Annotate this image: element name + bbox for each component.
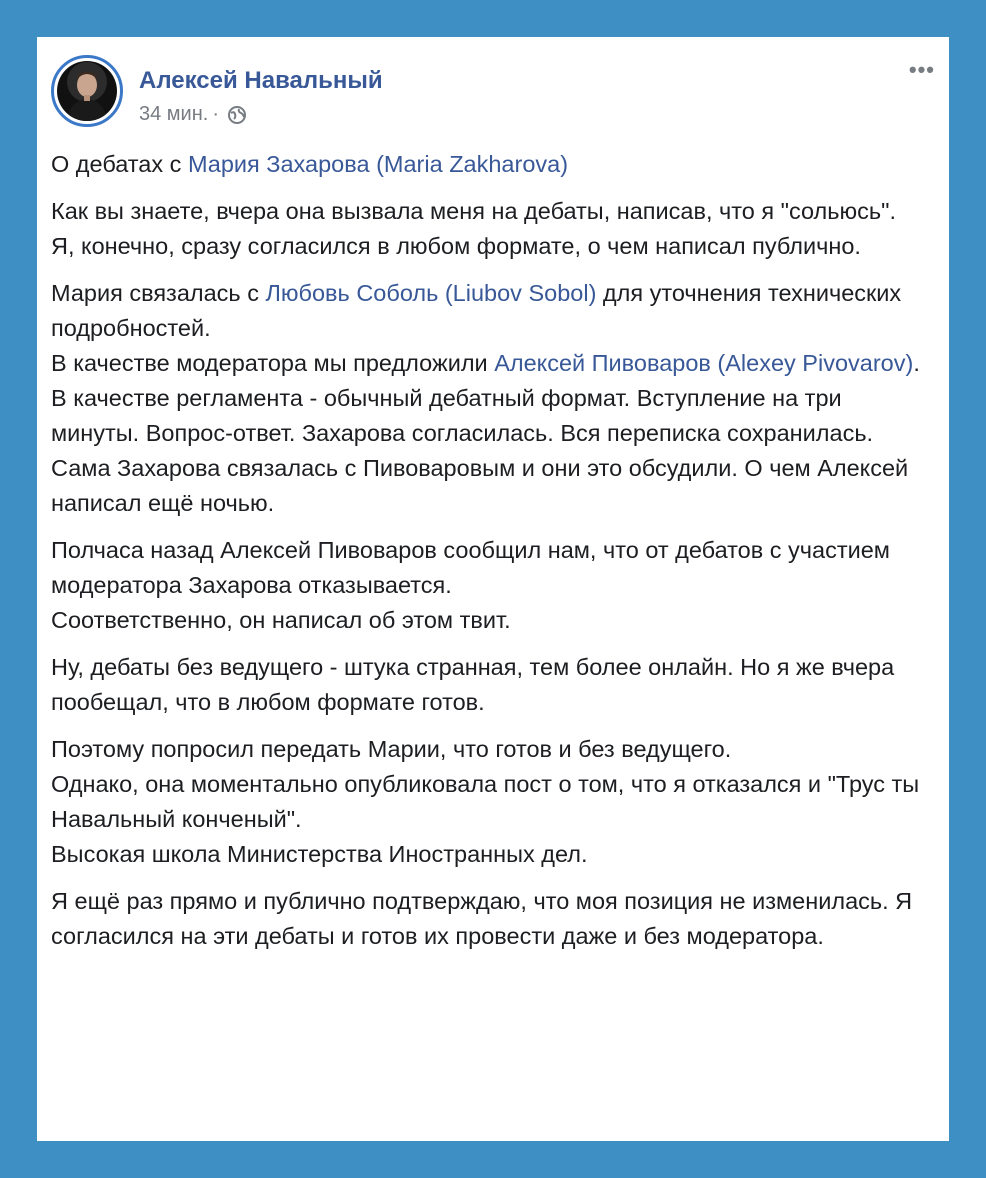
mention-alexey-pivovarov[interactable]: Алексей Пивоваров (Alexey Pivovarov) [494,350,914,376]
text: Как вы знаете, вчера она вызвала меня на дебаты, написав, что я "сольюсь". [51,198,896,224]
text: Мария связалась с [51,280,266,306]
text: Однако, она моментально опубликовала пост о том, что я отказался и "Трус ты Навальный конченый". [51,771,920,832]
post-body [51,147,921,966]
text: . [913,350,920,376]
text: Полчаса назад Алексей Пивоваров сообщил нам, что от дебатов с участием модератора Захарова отказывается. [51,537,890,598]
mention-maria-zakharova[interactable]: Мария Захарова (Maria Zakharova) [187,151,569,177]
paragraph-2 [51,194,921,264]
paragraph-3 [51,276,921,521]
paragraph-6 [51,732,921,872]
text: Поэтому попросил передать Марии, что готов и без ведущего. [51,736,732,762]
mention-liubov-sobol[interactable]: Любовь Соболь (Liubov Sobol) [265,280,597,306]
text: О дебатах с [51,151,188,177]
post-header [51,55,935,143]
avatar-photo [57,61,117,121]
text: Высокая школа Министерства Иностранных дел. [51,841,588,867]
author-name-link[interactable]: Алексей Навальный [139,67,383,94]
post-card [37,37,949,1141]
paragraph-4 [51,533,921,638]
text: Я, конечно, сразу согласился в любом формате, о чем написал публично. [51,233,861,259]
text: Соответственно, он написал об этом твит. [51,607,511,633]
text: Сама Захарова связалась с Пивоваровым и они это обсудили. О чем Алексей написал ещё ночью. [51,455,909,516]
post-time[interactable]: 34 мин. [139,103,209,125]
paragraph-7: Я ещё раз прямо и публично подтверждаю, что моя позиция не изменилась. Я согласился на эти дебаты и готов их провести даже и без модератора. [51,888,913,949]
meta-separator: · [212,103,219,125]
paragraph-1 [51,147,921,182]
paragraph-5: Ну, дебаты без ведущего - штука странная, тем более онлайн. Но я же вчера пообещал, что в любом формате готов. [51,654,895,715]
post-meta [139,103,247,126]
text: В качестве модератора мы предложили [51,350,495,376]
globe-icon[interactable] [227,105,247,125]
text: В качестве регламента - обычный дебатный формат. Вступление на три минуты. Вопрос-ответ. Захарова согласилась. Вся переписка сохранилась. [51,385,874,446]
text: для уточнения технических подробностей. [51,280,902,341]
avatar[interactable] [51,55,123,127]
more-options-icon[interactable]: ••• [908,57,935,82]
